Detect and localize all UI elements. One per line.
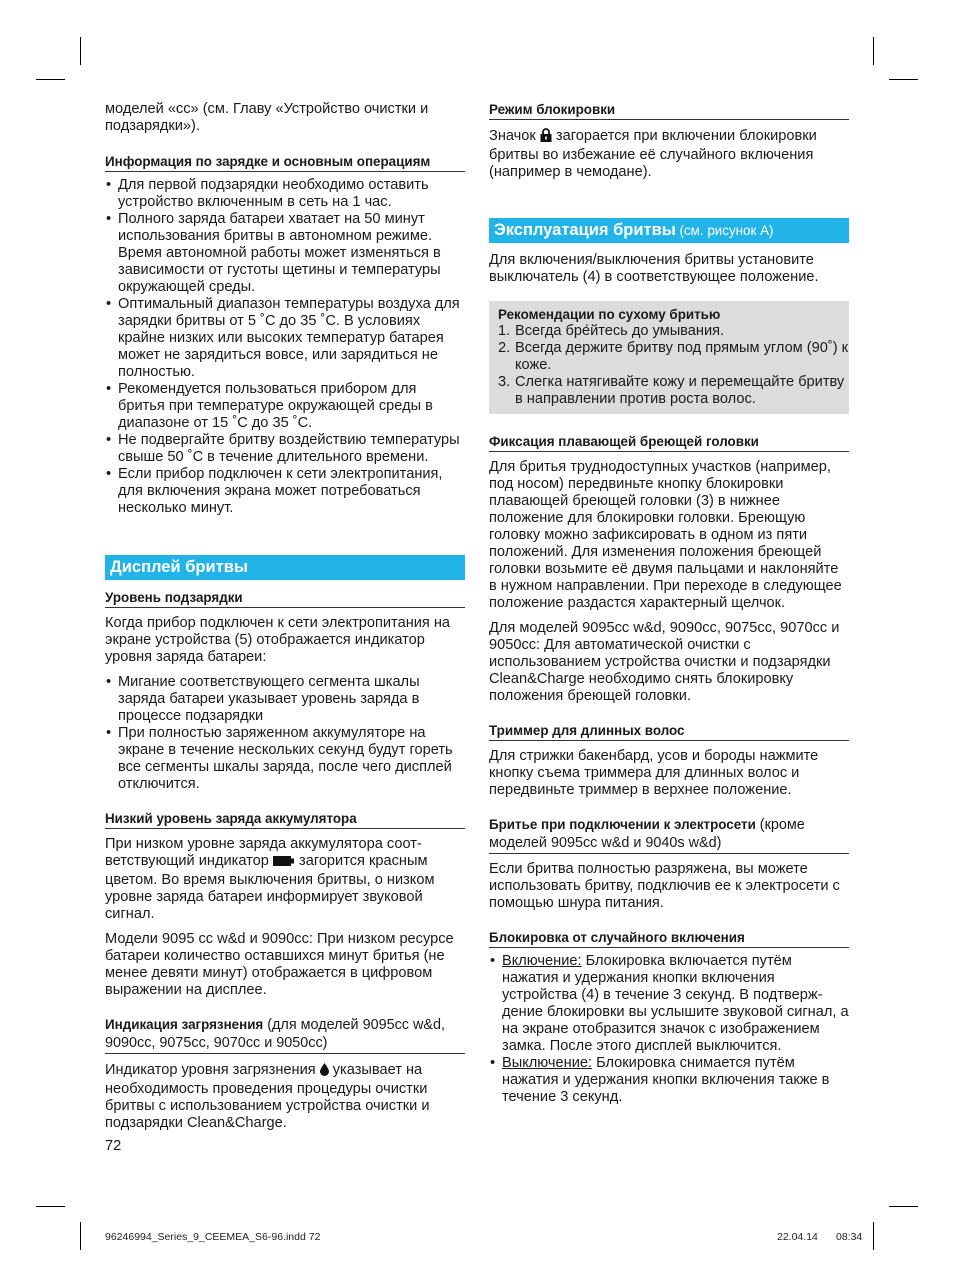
list-item: 1. Всегда бре́йтесь до умывания. [498,323,725,339]
crop-mark [36,79,65,80]
head-lock-text2: Для моделей 9095cc w&d, 9090cc, 9075cc, 9070cc и 9050cc: Для автоматической очистки с использованием устройства очистки и подзарядки Clean&Charge необходимо снять блокировку положения бреющей головки. [489,620,840,704]
accidental-heading: Блокировка от случайного включения [489,929,849,948]
list-item: • Рекомендуется пользоваться прибором для бритья при температуре окружающей среды в диапазоне от 15 ˚C до 35 ˚C. [105,381,465,432]
crop-mark [873,37,874,65]
charge-level-text: Когда прибор подключен к сети электропитания на экране устройства (5) отображается индикатор уровня заряда батареи: [105,615,451,665]
charge-info-heading: Информация по зарядке и основным операциям [105,153,465,172]
low-battery-text: При низком уровне заряда аккумулятора соответствующий индикатор загорится красным цветом. Во время выключения бритвы, о низком уровне заряда батареи информирует звуковой сигнал. [105,836,435,922]
dirt-heading: Индикация загрязнения (для моделей 9095cc w&d, 9090cc, 9075cc, 9070cc и 9050cc) [105,1016,465,1054]
list-item: • При полностью заряженном аккумуляторе на экране в течение нескольких секунд будут гореть все сегменты шкалы заряда, после чего дисплей отключится. [105,725,465,793]
crop-mark [889,1206,918,1207]
lock-mode-heading: Режим блокировки [489,101,849,120]
list-item: • Для первой подзарядки необходимо оставить устройство включенным в сеть на 1 час. [105,177,465,211]
drop-icon [320,1063,329,1081]
crop-mark [80,37,81,65]
footer-date: 22.04.14 [777,1231,818,1243]
crop-mark [36,1206,65,1207]
dry-shave-box [489,301,849,414]
crop-mark [889,79,918,80]
mains-text: Если бритва полностью разряжена, вы можете использовать бритву, подключив ее к электросети с помощью шнура питания. [489,861,840,911]
head-lock-text1: Для бритья труднодоступных участков (например, под носом) передвиньте кнопку блокировки плавающей бреющей головки (3) в нижнее положение для блокировки головки. Бреющую головку можно зафиксировать в одном из пяти положений. Для изменения положения бреющей головки возьмите её двумя пальцами и наклоняйте в нужном направлении. При переходе в следующее положение раздастся характерный щелчок. [489,459,842,611]
dirt-text: Индикатор уровня загрязнения указывает на необходимость проведения процедуры очистки бритвы с использованием устройства очистки и подзарядки Clean&Charge. [105,1062,430,1131]
lock-mode-text: Значок загорается при включении блокировки бритвы во избежание её случайного включения (например в чемодане). [489,128,817,180]
battery-icon [273,855,295,872]
low-battery-text2: Модели 9095 cc w&d и 9090cc: При низком ресурсе батареи количество оставшихся минут бритья (не менее девяти минут) отображается в цифровом выражении на дисплее. [105,931,454,998]
operation-text: Для включения/выключения бритвы установите выключатель (4) в соответствующее положение. [489,252,819,285]
crop-mark [80,1222,81,1250]
list-item: 3. Слегка натягивайте кожу и перемещайте бритву в направлении против роста волос. [498,374,845,407]
page-number: 72 [105,1138,122,1154]
intro-text: моделей «cc» (см. Главу «Устройство очистки и подзарядки»). [105,101,429,134]
list-item: • Оптимальный диапазон температуры воздуха для зарядки бритвы от 5 ˚C до 35 ˚C. В условиях крайне низких или высоких температур батарея может не зарядиться вовсе, или зарядиться не полностью. [105,296,465,381]
mains-heading: Бритье при подключении к электросети (кроме моделей 9095cc w&d и 9040s w&d) [489,816,849,854]
list-item: • Полного заряда батареи хватает на 50 минут использования бритвы в автономном режиме. Время автономной работы может изменяться в зависимости от густоты щетины и температуры окружающей среды. [105,211,465,296]
list-item: • Включение: Блокировка включается путём нажатия и удержания кнопки включения устройства (4) в течение 3 секунд. В подтверждение блокировки вы услышите звуковой сигнал, а на экране отобразится значок с изображением замка. После этого дисплей выключится. [489,953,849,1055]
dry-shave-list [489,323,849,408]
list-item: • Если прибор подключен к сети электропитания, для включения экрана может потребоваться несколько минут. [105,466,465,517]
trimmer-text: Для стрижки бакенбард, усов и бороды нажмите кнопку съема триммера для длинных волос и передвиньте триммер в верхнее положение. [489,748,819,798]
left-column [105,101,465,1155]
low-battery-heading: Низкий уровень заряда аккумулятора [105,810,465,829]
charge-level-list [105,674,465,793]
footer-time: 08:34 [836,1231,863,1243]
accidental-list [489,953,849,1106]
list-item: • Не подвергайте бритву воздействию температуры свыше 50 ˚C в течение длительного времени. [105,432,465,466]
lock-icon [540,128,552,147]
operation-section-title: Эксплуатация бритвы (см. рисунок A) [489,218,849,243]
charge-level-heading: Уровень подзарядки [105,589,465,608]
charge-info-list [105,177,465,517]
dry-shave-heading: Рекомендации по сухому бритью [498,307,721,322]
list-item: • Мигание соответствующего сегмента шкалы заряда батареи указывает уровень заряда в процессе подзарядки [105,674,465,725]
display-section-title: Дисплей бритвы [105,555,465,580]
crop-mark [873,1222,874,1250]
trimmer-heading: Триммер для длинных волос [489,722,849,741]
head-lock-heading: Фиксация плавающей бреющей головки [489,433,849,452]
right-column [489,101,849,1106]
footer-file: 96246994_Series_9_CEEMEA_S6-96.indd 72 [105,1231,321,1243]
list-item: • Выключение: Блокировка снимается путём нажатия и удержания кнопки включения также в течение 3 секунд. [489,1055,849,1106]
list-item: 2. Всегда держите бритву под прямым углом (90˚) к коже. [498,340,849,373]
